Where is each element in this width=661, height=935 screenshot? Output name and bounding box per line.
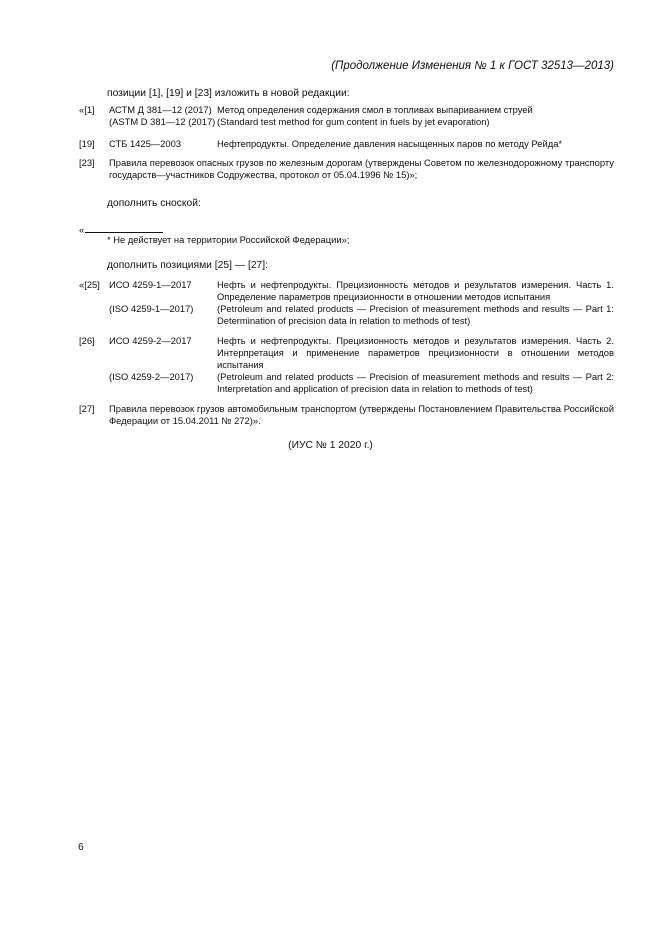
standard-code: АСТМ Д 381—12 (2017) — [109, 104, 212, 115]
reference-entry-19 — [79, 138, 614, 152]
standard-code-en: (ISO 4259-1—2017) — [109, 303, 194, 314]
footnote-rule — [85, 232, 163, 233]
standard-title-en: (Petroleum and related products — Precision of measurement methods and results — Part 2: Interpretation and application of precision data in relation to methods of test) — [217, 371, 614, 394]
page-header: (Продолжение Изменения № 1 к ГОСТ 32513—2013) — [331, 60, 614, 72]
standard-title: Метод определения содержания смол в топливах выпариванием струей — [217, 104, 533, 115]
standard-title-en: (Standard test method for gum content in fuels by jet evaporation) — [217, 116, 490, 127]
reference-number: [26] — [79, 335, 95, 346]
standard-code: ИСО 4259-2—2017 — [109, 335, 192, 346]
footnote-open-quote: « — [79, 224, 85, 235]
reference-text: Правила перевозок грузов автомобильным транспортом (утверждены Постановлением Правительства Российской Федерации от 15.04.2011 № 272)». — [109, 403, 614, 426]
standard-code-en: (ISO 4259-2—2017) — [109, 371, 194, 382]
standard-title: Нефть и нефтепродукты. Прецизионность методов и результатов измерения. Часть 1. Определение параметров прецизионности в отношении методов испытания — [217, 279, 614, 302]
reference-number: [19] — [79, 138, 95, 149]
standard-title-en: (Petroleum and related products — Precision of measurement methods and results — Part 1: Determination of precision data in relation to methods of test) — [217, 303, 614, 326]
footnote-text: * Не действует на территории Российской Федерации»; — [107, 234, 350, 245]
reference-entry-27 — [79, 403, 614, 429]
reference-entry-23 — [79, 157, 614, 183]
reference-number: «[1] — [79, 104, 95, 115]
intro-replace-positions: позиции [1], [19] и [23] изложить в новой редакции: — [107, 88, 350, 99]
standard-code-en: (ASTM D 381—12 (2017) — [109, 116, 216, 127]
standard-code: ИСО 4259-1—2017 — [109, 279, 192, 290]
reference-text: Правила перевозок опасных грузов по железным дорогам (утверждены Советом по железнодорожному транспорту государств—участников Содружества, протокол от 05.04.1996 № 15)»; — [109, 157, 614, 180]
intro-add-footnote: дополнить сноской: — [107, 198, 201, 209]
reference-number: [27] — [79, 403, 95, 414]
reference-number: «[25] — [79, 279, 100, 290]
standard-title: Нефть и нефтепродукты. Прецизионность методов и результатов измерения. Часть 2. Интерпретация и применение параметров прецизионности в отношении методов испытания — [217, 335, 614, 370]
reference-entry-1 — [79, 104, 614, 130]
standard-code: СТБ 1425—2003 — [109, 138, 182, 149]
reference-number: [23] — [79, 157, 95, 168]
ius-reference: (ИУС № 1 2020 г.) — [288, 440, 373, 451]
intro-add-positions: дополнить позициями [25] — [27]: — [107, 260, 269, 271]
page-number: 6 — [78, 842, 84, 853]
reference-entry-25 — [79, 279, 614, 329]
standard-title: Нефтепродукты. Определение давления насыщенных паров по методу Рейда* — [217, 138, 563, 149]
reference-entry-26 — [79, 335, 614, 395]
